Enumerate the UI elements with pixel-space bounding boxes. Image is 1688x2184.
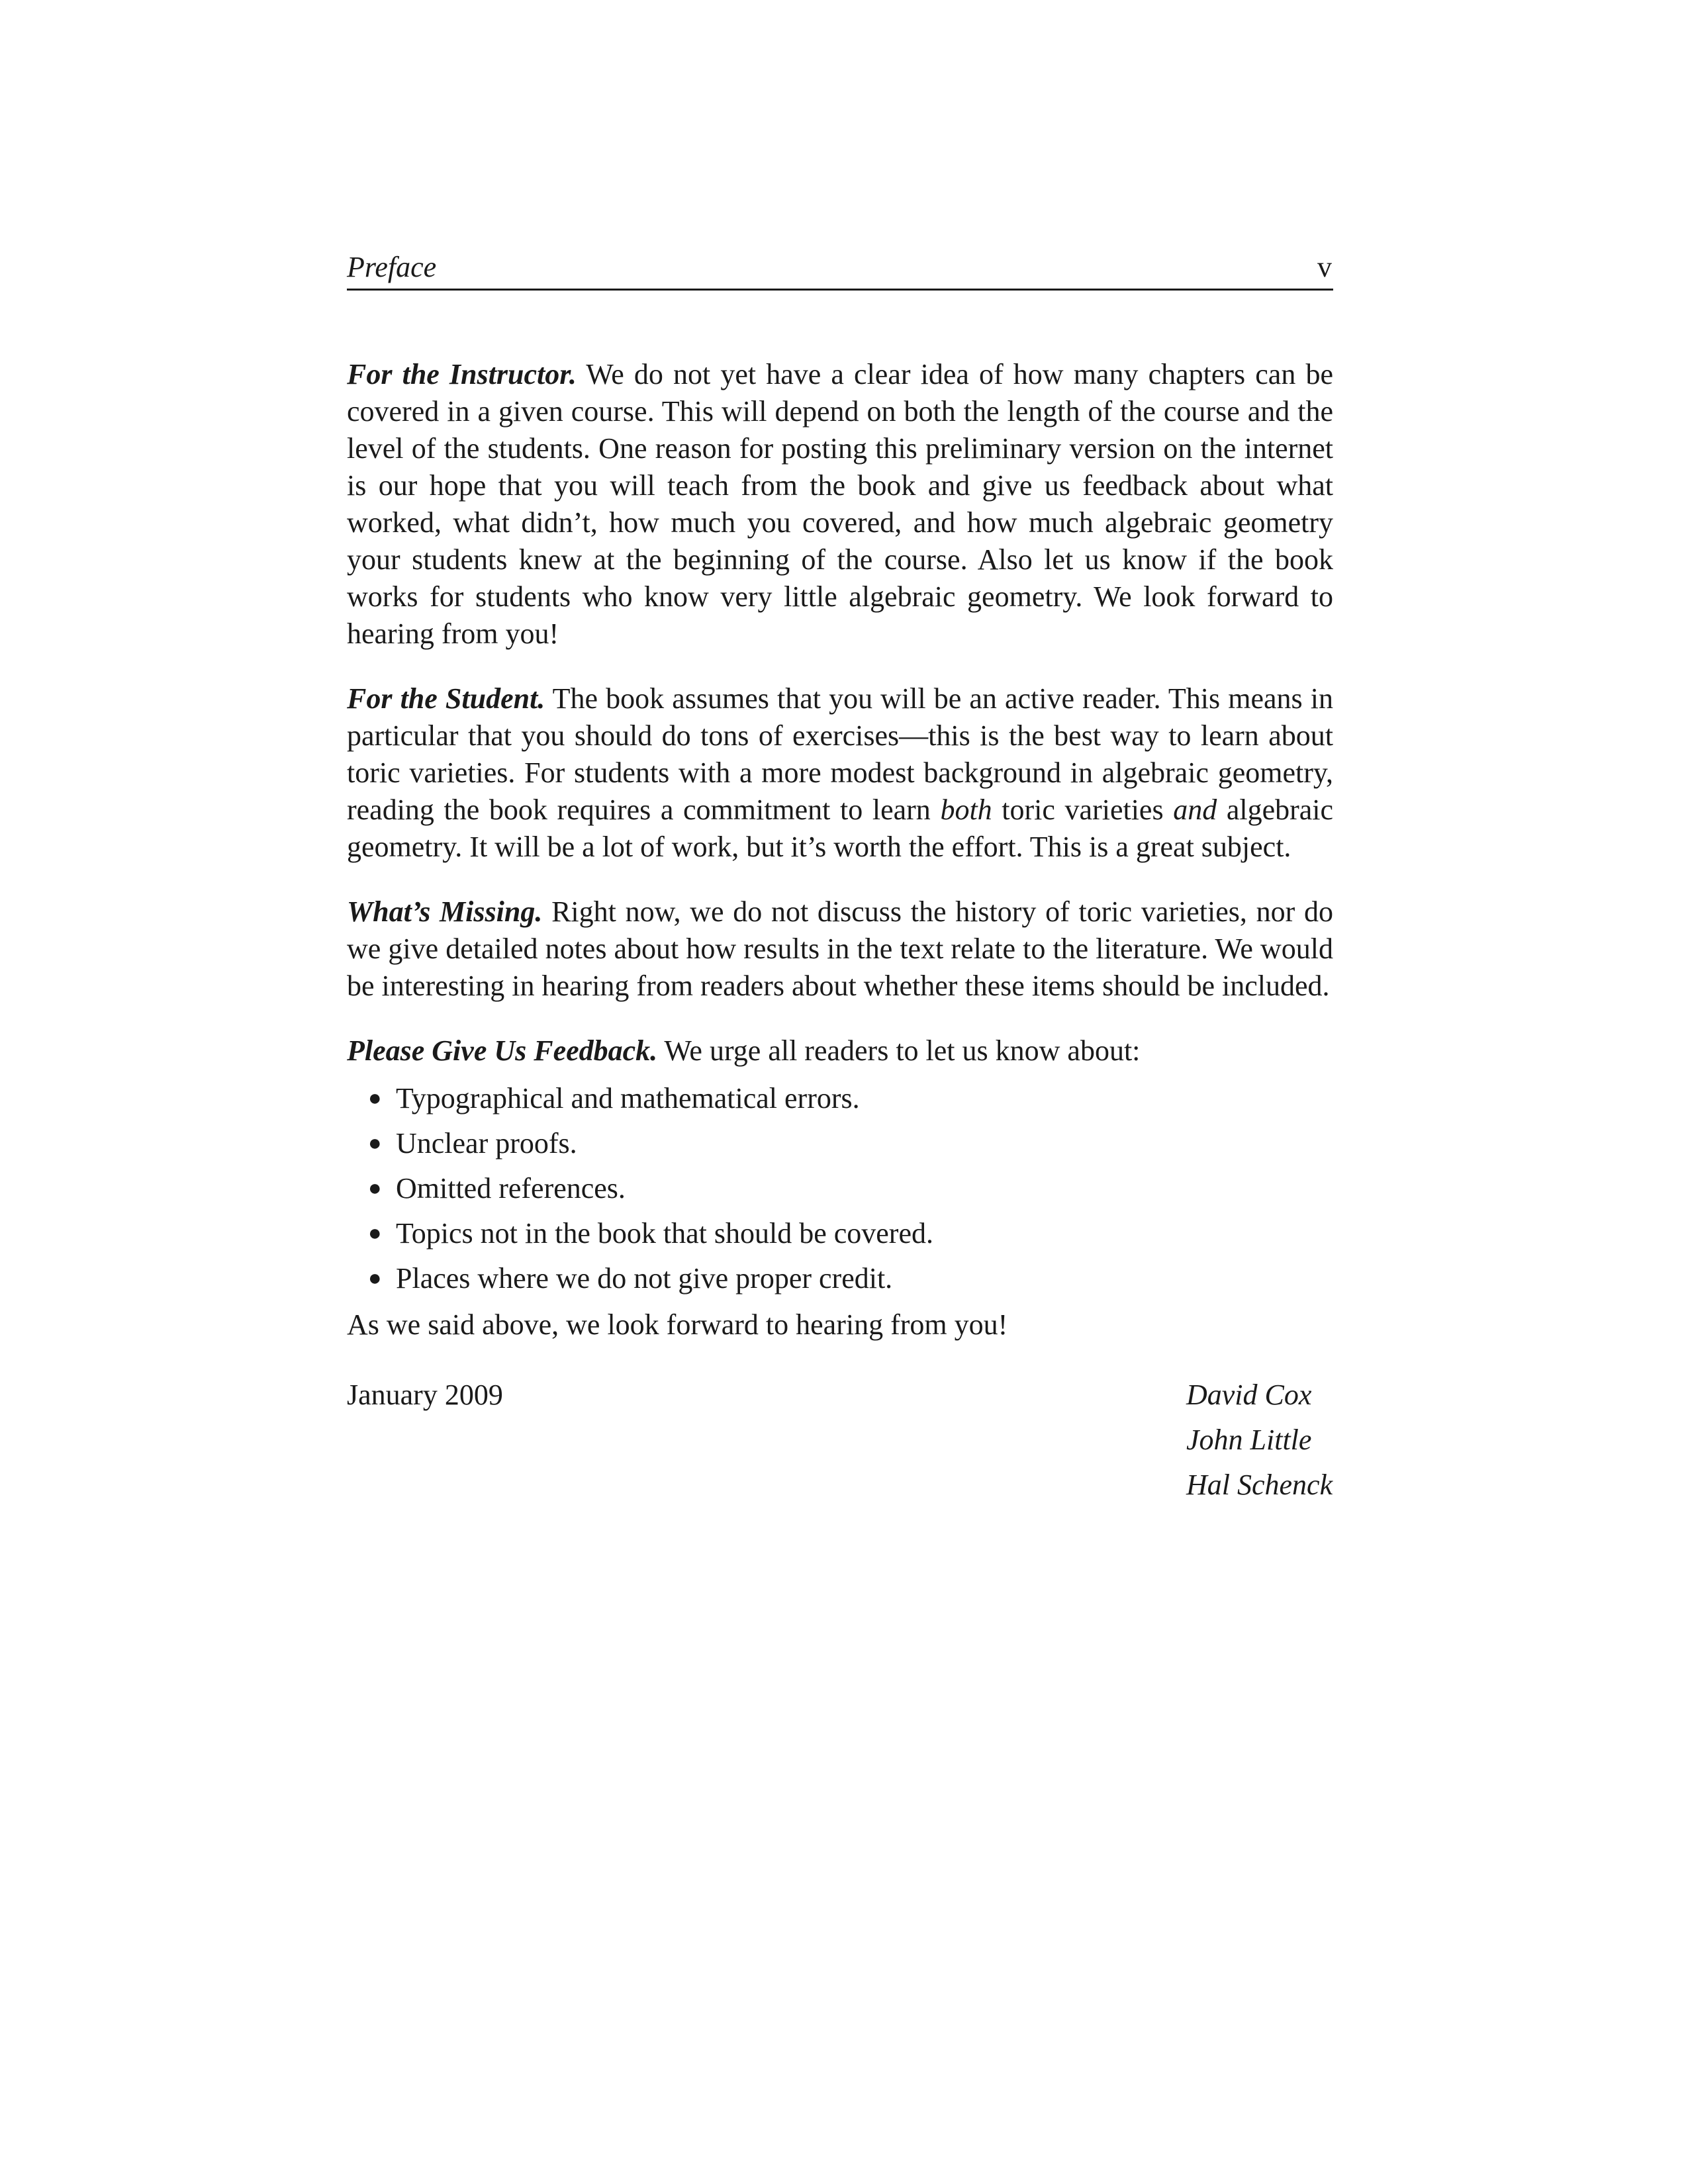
- list-item: [347, 1256, 1333, 1301]
- signature-date: January 2009: [347, 1379, 503, 1411]
- running-head: [347, 246, 1333, 291]
- instructor-text: We do not yet have a clear idea of how many chapters can be covered in a given course. This will depend on both the length of the course and the level of the students. One reason for posting this preliminary version on the internet is our hope that you will teach from the book and give us feedback about what worked, what didn’t, how much you covered, and how much algebraic geometry your students knew at the beginning of the course. Also let us know if the book works for students who know very little algebraic geometry. We look forward to hearing from you!: [347, 358, 1333, 650]
- author-name: John Little: [1186, 1424, 1312, 1456]
- instructor-heading: For the Instructor.: [347, 358, 577, 390]
- bullet-icon: ●: [368, 1176, 382, 1201]
- missing-heading: What’s Missing.: [347, 895, 543, 928]
- student-emphasis-and: and: [1173, 794, 1217, 826]
- list-item: [347, 1211, 1333, 1256]
- student-emphasis-both: both: [940, 794, 992, 826]
- student-text-part2: toric varieties: [1002, 794, 1164, 826]
- author-list: [1186, 1373, 1333, 1508]
- list-item-text: Omitted references.: [396, 1172, 626, 1205]
- list-item: [347, 1166, 1333, 1211]
- signature-block: [347, 1373, 1333, 1512]
- closing-sentence: As we said above, we look forward to hearing from you!: [347, 1308, 1008, 1341]
- instructor-paragraph: [347, 356, 1333, 653]
- list-item-text: Typographical and mathematical errors.: [396, 1082, 860, 1115]
- list-item: [347, 1121, 1333, 1166]
- list-item: [347, 1076, 1333, 1121]
- list-item-text: Places where we do not give proper credit.: [396, 1262, 893, 1295]
- bullet-icon: ●: [368, 1266, 382, 1291]
- bullet-icon: ●: [368, 1086, 382, 1111]
- list-item-text: Unclear proofs.: [396, 1127, 577, 1160]
- book-page: [347, 0, 1333, 2184]
- author-name: David Cox: [1186, 1379, 1312, 1411]
- missing-paragraph: [347, 893, 1333, 1005]
- bullet-icon: ●: [368, 1131, 382, 1156]
- student-heading: For the Student.: [347, 682, 545, 715]
- preface-body: [347, 356, 1333, 1512]
- bullet-icon: ●: [368, 1221, 382, 1246]
- feedback-list: [347, 1076, 1333, 1301]
- feedback-heading: Please Give Us Feedback.: [347, 1034, 658, 1067]
- student-paragraph: [347, 680, 1333, 866]
- missing-text: Right now, we do not discuss the history of toric varieties, nor do we give detailed notes about how results in the text relate to the literature. We would be interesting in hearing from readers about whether these items should be included.: [347, 895, 1333, 1002]
- student-text-part1: The book assumes that you will be an active reader. This means in particular that you should do tons of exercises—this is the best way to learn about toric varieties. For students with a more modest background in algebraic geometry, reading the book requires a commitment to learn: [347, 682, 1333, 826]
- student-text-part3: algebraic geometry. It will be a lot of work, but it’s worth the effort. This is a great subject.: [347, 794, 1334, 863]
- feedback-text: We urge all readers to let us know about:: [664, 1034, 1141, 1067]
- page-number: v: [1317, 251, 1332, 283]
- author-name: Hal Schenck: [1186, 1469, 1333, 1501]
- list-item-text: Topics not in the book that should be covered.: [396, 1217, 933, 1250]
- running-head-title: Preface: [347, 251, 437, 283]
- feedback-paragraph: [347, 1032, 1333, 1069]
